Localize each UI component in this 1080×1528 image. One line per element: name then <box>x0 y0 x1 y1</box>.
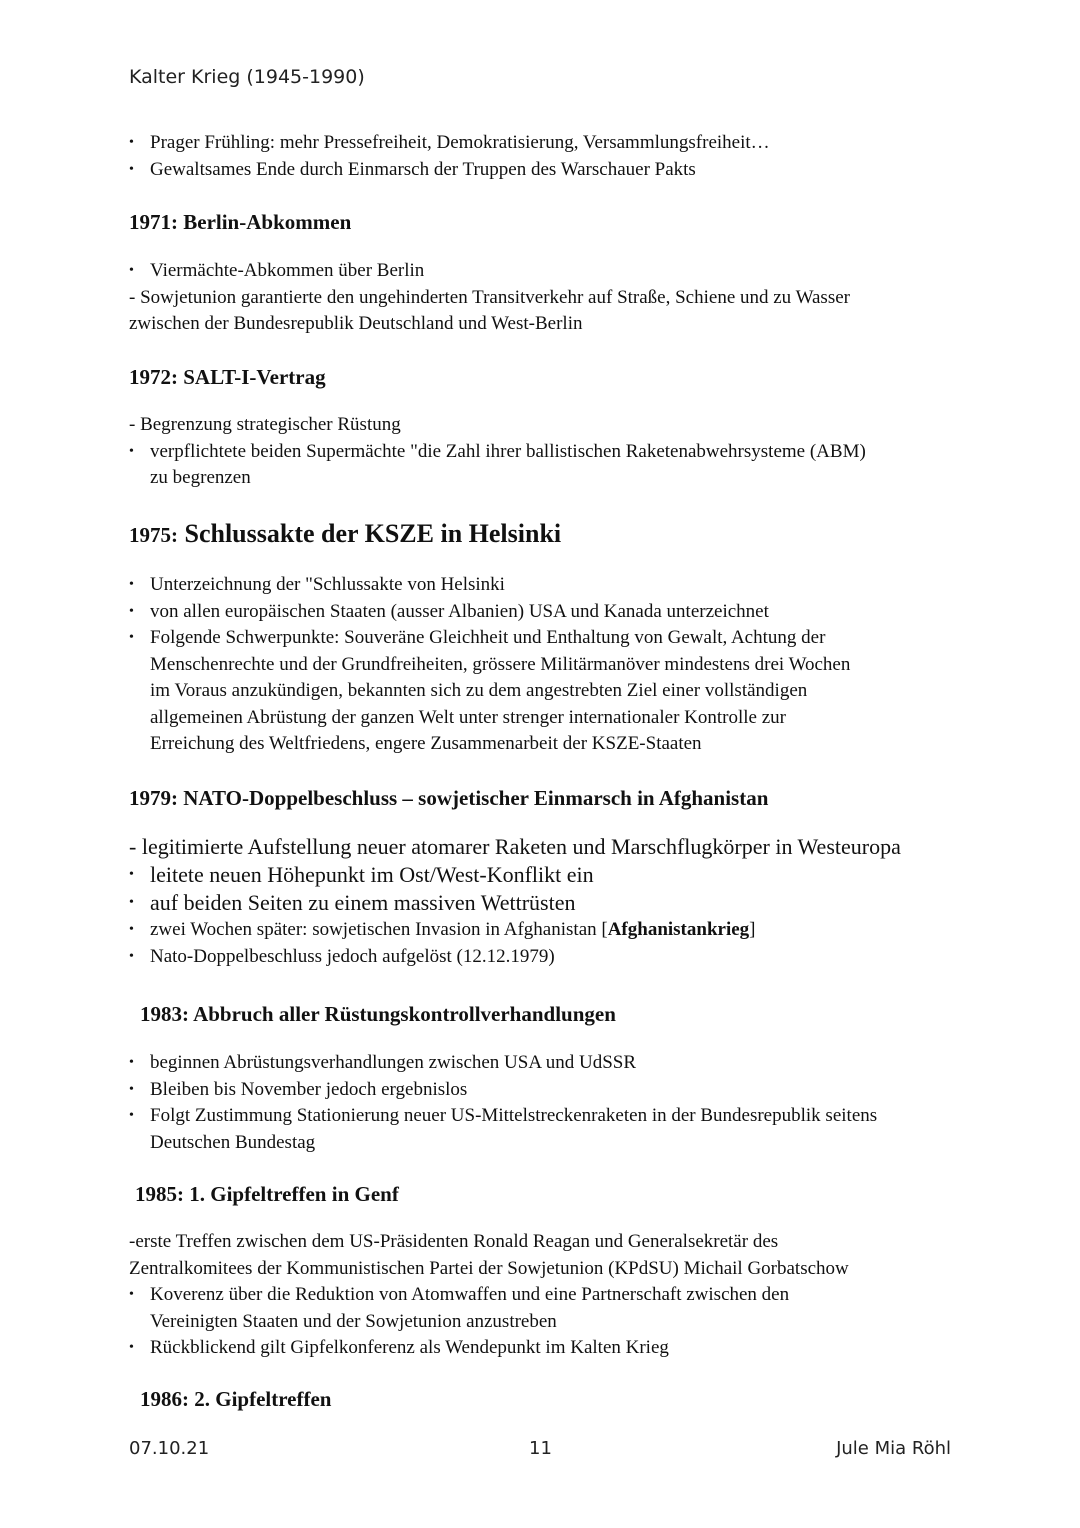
footer-date: 07.10.21 <box>129 1438 210 1459</box>
bullet-item: • Koverenz über die Reduktion von Atomwaffen und eine Partnerschaft zwischen den <box>129 1282 979 1309</box>
bullet-icon: • <box>129 263 134 278</box>
text-line: zwischen der Bundesrepublik Deutschland und West-Berlin <box>129 313 583 334</box>
bullet-continuation: allgemeinen Abrüstung der ganzen Welt unter strenger internationaler Kontrolle zur <box>150 706 786 728</box>
bullet-item: • beginnen Abrüstungsverhandlungen zwischen USA und UdSSR <box>129 1050 979 1077</box>
heading-1979: 1979: NATO-Doppelbeschluss – sowjetischer Einmarsch in Afghanistan <box>129 786 769 810</box>
bullet-icon: • <box>129 948 134 964</box>
bullet-icon: • <box>129 922 134 937</box>
bullet-item: • Prager Frühling: mehr Pressefreiheit, Demokratisierung, Versammlungsfreiheit… <box>129 130 979 157</box>
footer-page-number: 11 <box>529 1438 552 1459</box>
intro-section <box>129 130 979 183</box>
bullet-icon: • <box>129 867 134 882</box>
bullet-continuation: Menschenrechte und der Grundfreiheiten, grössere Militärmanöver mindestens drei Wochen <box>150 653 851 675</box>
bullet-icon: • <box>129 895 134 910</box>
bullet-icon: • <box>129 1287 134 1302</box>
afghanistankrieg-link[interactable]: Afghanistankrieg <box>607 919 750 940</box>
bullet-item: • Gewaltsames Ende durch Einmarsch der Truppen des Warschauer Pakts <box>129 157 979 184</box>
section-1979 <box>129 833 979 970</box>
dash-line: - Sowjetunion garantierte den ungehinderten Transitverkehr auf Straße, Schiene und zu Wasser <box>129 286 850 308</box>
bullet-continuation: zu begrenzen <box>150 467 251 488</box>
bullet-icon: • <box>129 603 134 619</box>
bullet-item: • von allen europäischen Staaten (ausser Albanien) USA und Kanada unterzeichnet <box>129 599 979 626</box>
dash-line: -erste Treffen zwischen dem US-Präsidenten Ronald Reagan und Generalsekretär des <box>129 1231 779 1252</box>
bullet-continuation: Erreichung des Weltfriedens, engere Zusammenarbeit der KSZE-Staaten <box>150 733 702 754</box>
bullet-icon: • <box>129 161 134 177</box>
bullet-item: • Nato-Doppelbeschluss jedoch aufgelöst (12.12.1979) <box>129 944 979 971</box>
dash-line: - Begrenzung strategischer Rüstung <box>129 414 401 435</box>
bullet-item: • Viermächte-Abkommen über Berlin <box>129 258 979 285</box>
heading-1983: 1983: Abbruch aller Rüstungskontrollverhandlungen <box>140 1002 616 1026</box>
heading-1986: 1986: 2. Gipfeltreffen <box>140 1387 332 1411</box>
section-1985 <box>129 1229 979 1362</box>
heading-1975: 1975: Schlussakte der KSZE in Helsinki <box>129 519 562 548</box>
bullet-item: • auf beiden Seiten zu einem massiven Wettrüsten <box>129 890 576 915</box>
bullet-item: • verpflichtete beiden Supermächte "die Zahl ihrer ballistischen Raketenabwehrsysteme (ABM) <box>129 439 979 466</box>
bullet-icon: • <box>129 1340 134 1355</box>
bullet-icon: • <box>129 630 134 645</box>
bullet-icon: • <box>129 577 134 592</box>
bullet-icon: • <box>129 135 134 150</box>
bullet-icon: • <box>129 443 134 459</box>
bullet-item: • leitete neuen Höhepunkt im Ost/West-Konflikt ein <box>129 862 594 887</box>
bullet-item: • Unterzeichnung der "Schlussakte von Helsinki <box>129 572 979 599</box>
bullet-item: • Folgt Zustimmung Stationierung neuer US-Mittelstreckenraketen in der Bundesrepublik seitens <box>129 1103 979 1130</box>
bullet-item: • Bleiben bis November jedoch ergebnislos <box>129 1077 979 1104</box>
bullet-item: • zwei Wochen später: sowjetischen Invasion in Afghanistan [Afghanistankrieg] <box>129 917 979 944</box>
bullet-item: • Rückblickend gilt Gipfelkonferenz als Wendepunkt im Kalten Krieg <box>129 1335 979 1362</box>
footer-author: Jule Mia Röhl <box>836 1438 951 1459</box>
bullet-icon: • <box>129 1108 134 1123</box>
bullet-item: • Folgende Schwerpunkte: Souveräne Gleichheit und Enthaltung von Gewalt, Achtung der <box>129 625 979 652</box>
bullet-continuation: Vereinigten Staaten und der Sowjetunion anzustreben <box>150 1310 557 1332</box>
heading-1971: 1971: Berlin-Abkommen <box>129 210 352 234</box>
bullet-continuation: Deutschen Bundestag <box>150 1131 316 1153</box>
bullet-icon: • <box>129 1081 134 1097</box>
dash-line: - legitimierte Aufstellung neuer atomarer Raketen und Marschflugkörper in Westeuropa <box>129 834 901 859</box>
heading-1972: 1972: SALT-I-Vertrag <box>129 365 326 389</box>
bullet-icon: • <box>129 1055 134 1070</box>
page-header: Kalter Krieg (1945-1990) <box>129 66 365 88</box>
section-1971 <box>129 258 979 338</box>
section-1983 <box>129 1050 979 1156</box>
section-1972 <box>129 412 979 492</box>
bullet-continuation: im Voraus anzukündigen, bekannten sich zu dem angestrebten Ziel einer vollständigen <box>150 680 808 701</box>
heading-1985: 1985: 1. Gipfeltreffen in Genf <box>135 1182 399 1206</box>
text-line: Zentralkomitees der Kommunistischen Partei der Sowjetunion (KPdSU) Michail Gorbatschow <box>129 1257 849 1279</box>
section-1975 <box>129 572 979 758</box>
